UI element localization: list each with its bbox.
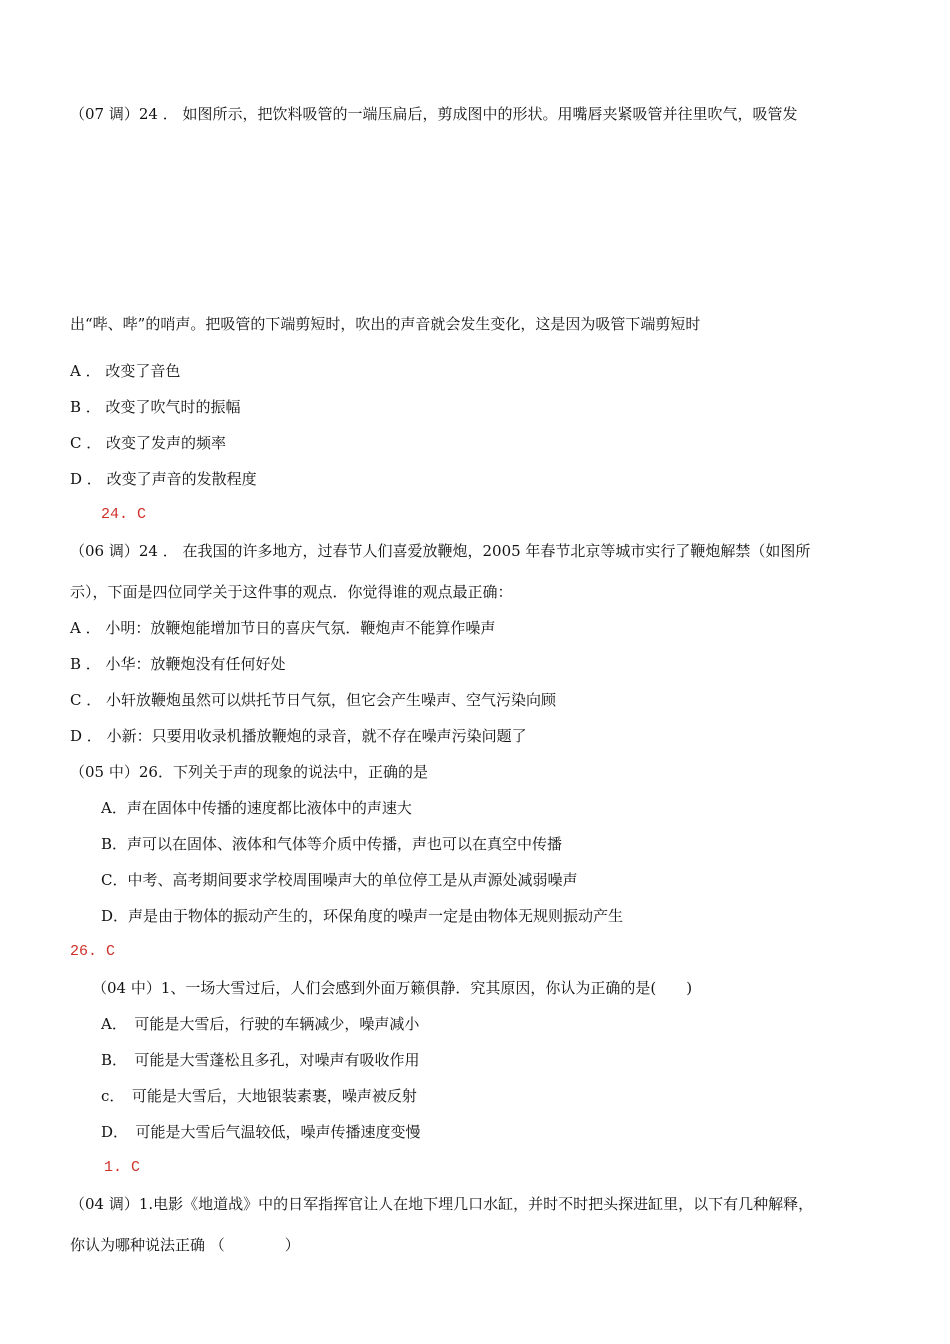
q04a-answer: 1. C	[104, 1159, 141, 1176]
q07-option-c: C ． 改变了发声的频率	[70, 434, 227, 452]
q06-option-a: A ． 小明：放鞭炮能增加节日的喜庆气氛．鞭炮声不能算作噪声	[70, 619, 496, 637]
q04b-stem-line2: 你认为哪种说法正确 （ ）	[70, 1236, 300, 1254]
q05-option-d: D．声是由于物体的振动产生的，环保角度的噪声一定是由物体无规则振动产生	[101, 907, 624, 925]
q05-answer: 26. C	[70, 943, 116, 960]
q07-option-a: A ． 改变了音色	[70, 362, 181, 380]
q05-option-a: A．声在固体中传播的速度都比液体中的声速大	[101, 799, 412, 817]
q07-option-d: D ． 改变了声音的发散程度	[70, 470, 257, 488]
q06-stem-line1: （06 调）24 ． 在我国的许多地方，过春节人们喜爱放鞭炮，2005 年春节北京等城市实行了鞭炮解禁（如图所	[70, 542, 811, 560]
q06-option-c: C ． 小轩放鞭炮虽然可以烘托节日气氛，但它会产生噪声、空气污染向顾	[70, 691, 557, 709]
q05-option-b: B．声可以在固体、液体和气体等介质中传播，声也可以在真空中传播	[101, 835, 563, 853]
q06-stem-line2: 示），下面是四位同学关于这件事的观点．你觉得谁的观点最正确：	[70, 583, 513, 601]
q05-option-c: C．中考、高考期间要求学校周围噪声大的单位停工是从声源处减弱噪声	[101, 871, 578, 889]
q04a-option-a: A． 可能是大雪后，行驶的车辆减少，噪声减小	[101, 1015, 420, 1033]
q04a-option-c: c． 可能是大雪后，大地银装素裹，噪声被反射	[101, 1087, 417, 1105]
q06-option-b: B ． 小华：放鞭炮没有任何好处	[70, 655, 286, 673]
q04a-stem: （04 中）1、一场大雪过后，人们会感到外面万籁俱静．究其原因，你认为正确的是( )	[92, 979, 693, 997]
q04b-stem-line1: （04 调）1.电影《地道战》中的日军指挥官让人在地下埋几口水缸，并时不时把头探进缸里，以下有几种解释，	[70, 1195, 814, 1213]
q07-stem-line2: 出“哔、哔”的哨声。把吸管的下端剪短时，吹出的声音就会发生变化，这是因为吸管下端剪短时	[70, 315, 701, 333]
q07-answer: 24. C	[101, 506, 147, 523]
q07-option-b: B ． 改变了吹气时的振幅	[70, 398, 241, 416]
q04a-option-d: D． 可能是大雪后气温较低，噪声传播速度变慢	[101, 1123, 421, 1141]
q06-option-d: D ． 小新：只要用收录机播放鞭炮的录音，就不存在噪声污染问题了	[70, 727, 527, 745]
q04a-option-b: B． 可能是大雪蓬松且多孔，对噪声有吸收作用	[101, 1051, 420, 1069]
q07-stem-line1: （07 调）24 ． 如图所示，把饮料吸管的一端压扁后，剪成图中的形状。用嘴唇夹紧吸管并往里吹气，吸管发	[70, 105, 798, 123]
q05-stem: （05 中）26．下列关于声的现象的说法中，正确的是	[70, 763, 428, 781]
